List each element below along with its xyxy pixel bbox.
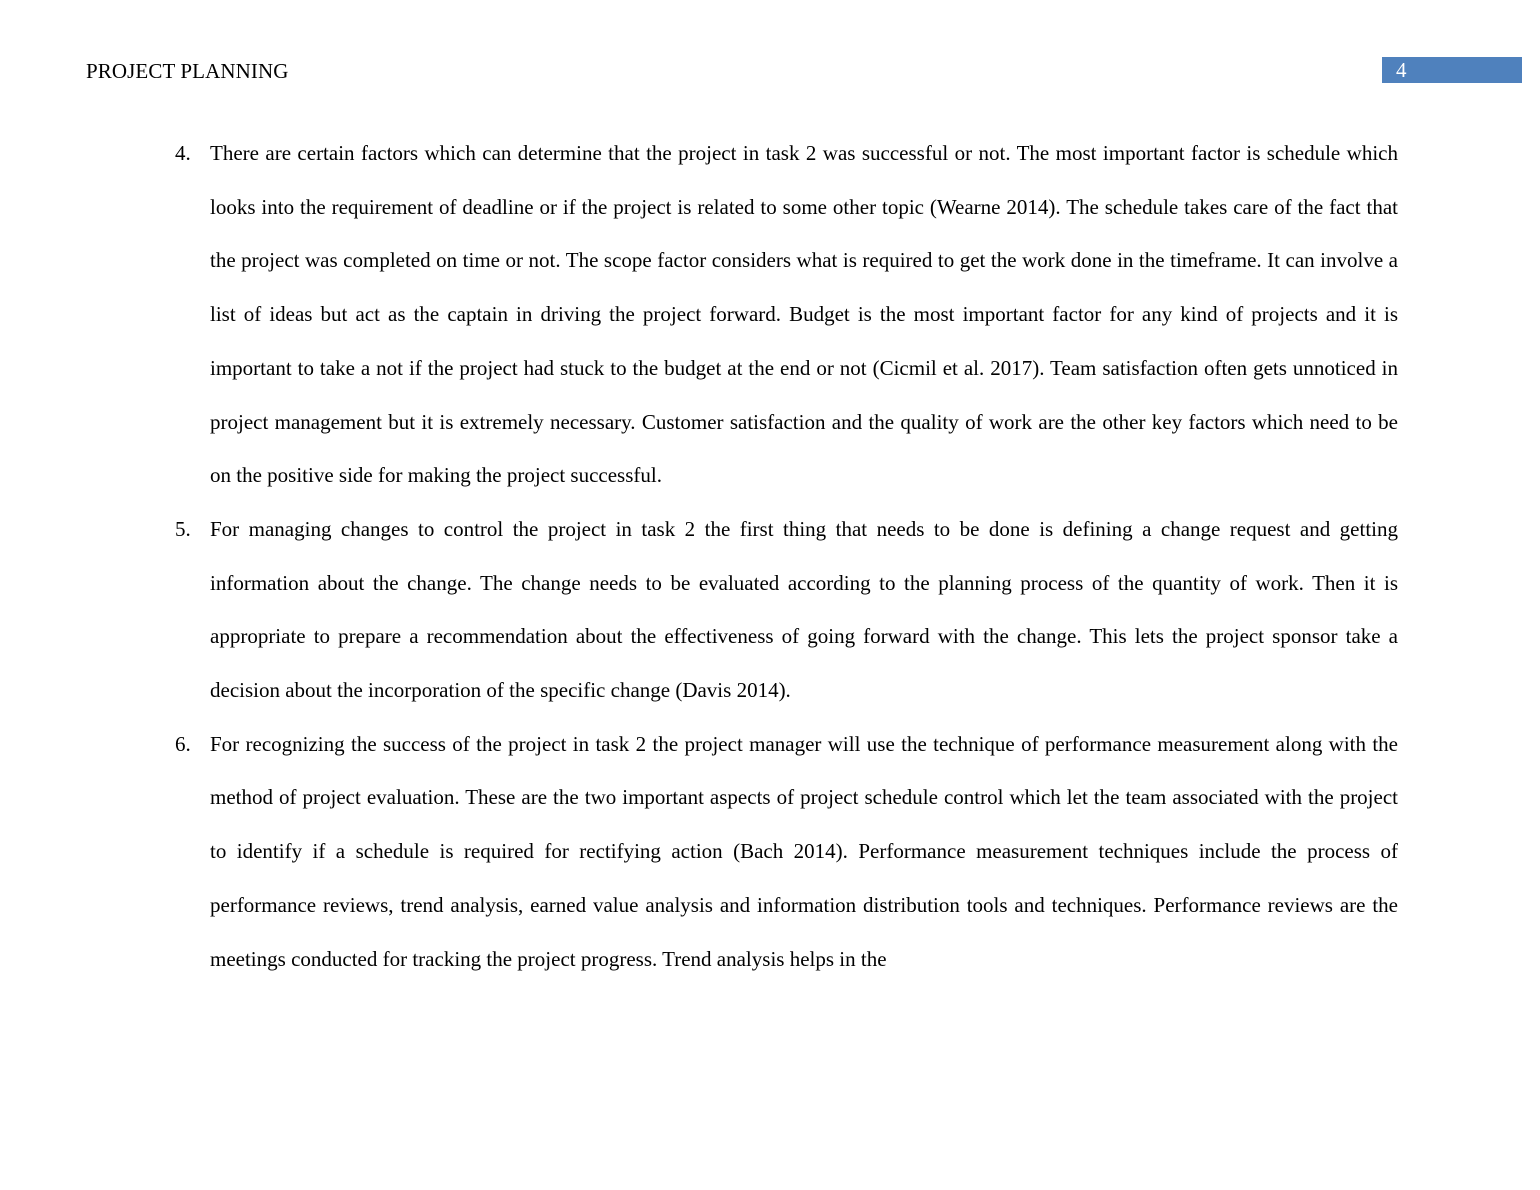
list-item — [175, 718, 1398, 987]
page-header-title: PROJECT PLANNING — [86, 59, 289, 83]
list-item-text: For managing changes to control the project in task 2 the first thing that needs to be done is defining a change request and getting information about the change. The change needs to be evaluated according to the planning process of the quantity of work. Then it is appropriate to prepare a recommendation about the effectiveness of going forward with the change. This lets the project sponsor take a decision about the incorporation of the specific change (Davis 2014). — [210, 516, 1398, 703]
list-item — [175, 127, 1398, 503]
list-item — [175, 503, 1398, 718]
page-number: 4 — [1396, 58, 1407, 82]
list-item-text: There are certain factors which can determine that the project in task 2 was successful or not. The most important factor is schedule which looks into the requirement of deadline or if the project is related to some other topic (Wearne 2014). The schedule takes care of the fact that the project was completed on time or not. The scope factor considers what is required to get the work done in the timeframe. It can involve a list of ideas but act as the captain in driving the project forward. Budget is the most important factor for any kind of projects and it is important to take a not if the project had stuck to the budget at the end or not (Cicmil et al. 2017). Team satisfaction often gets unnoticed in project management but it is extremely necessary. Customer satisfaction and the quality of work are the other key factors which need to be on the positive side for making the project successful. — [210, 141, 1398, 488]
list-item-number: 6. — [175, 731, 191, 756]
list-item-number: 4. — [175, 141, 191, 165]
numbered-list — [175, 127, 1398, 986]
list-item-text: For recognizing the success of the project in task 2 the project manager will use the technique of performance measurement along with the method of project evaluation. These are the two important aspects of project schedule control which let the team associated with the project to identify if a schedule is required for rectifying action (Bach 2014). Performance measurement techniques include the process of performance reviews, trend analysis, earned value analysis and information distribution tools and techniques. Performance reviews are the meetings conducted for tracking the project progress. Trend analysis helps in the — [210, 731, 1398, 971]
page-number-badge — [1382, 57, 1522, 83]
list-item-number: 5. — [175, 516, 191, 541]
